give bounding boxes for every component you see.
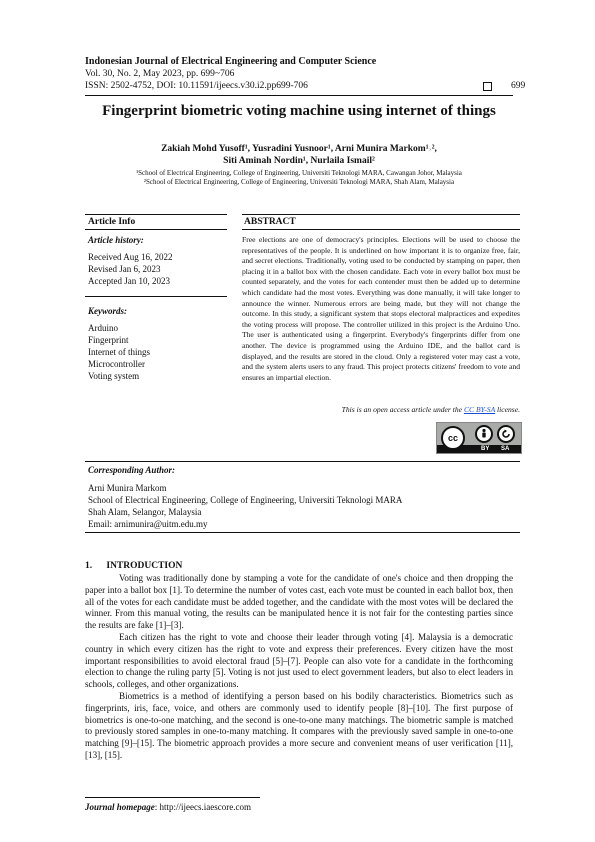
corresponding-label: Corresponding Author: xyxy=(88,465,175,475)
abstract-top-rule xyxy=(242,214,520,215)
article-info-top-rule xyxy=(85,214,227,215)
header-rule xyxy=(85,95,513,96)
person-icon xyxy=(475,425,493,443)
corresponding-address: Shah Alam, Selangor, Malaysia xyxy=(88,507,202,517)
abstract-text: Free elections are one of democracy's principles. Elections will be used to choose the representatives of the people. It is underlined on how important it is to organize free, fair, and secret elections. Traditionally, voting used to be conducted by stamping on paper, then placing it in a ballot box with the chosen candidate. Each vote in every ballot box must be counted separately, and the votes for each contender must then be added up to determine which candidate had the most votes. Everything was done manually, it will take longer to announce the winner. Numerous errors are being made, but they will not change the outcome. In this study, a significant system that stops electoral malpractices and expedites the voting process will propose. The controller utilized in this project is the Arduino Uno. The user is authenticated using a fingerprint. Everybody's fingerprints differ from one another. The device is programmed using the Arduino IDE, and the ballot card is displayed, and the results are stored in the cloud. Only a registered voter may cast a vote, and the system alerts users to any fraud. This project protects citizens' freedom to vote and ensures an impartial election. xyxy=(242,235,520,382)
keyword-item: Voting system xyxy=(88,371,140,381)
introduction-body xyxy=(85,573,513,762)
oa-prefix: This is an open access article under the xyxy=(341,405,464,414)
volume-line: Vol. 30, No. 2, May 2023, pp. 699~706 xyxy=(85,69,235,79)
article-info-heading: Article Info xyxy=(88,217,136,227)
page-number: 699 xyxy=(511,81,526,91)
corresponding-name: Arni Munira Markom xyxy=(88,483,167,493)
keywords-rule xyxy=(85,296,227,297)
accepted-date: Accepted Jan 10, 2023 xyxy=(88,276,170,286)
oa-suffix: license. xyxy=(495,405,520,414)
share-alike-icon xyxy=(497,425,515,443)
paragraph: Biometrics is a method of identifying a person based on his bodily characteristics. Biometrics such as fingerprints, iris, face, voice, and others are commonly used to identify people [8]–[10]. The first purpose of biometrics is one-to-one matching, and the second is one-to-one many matchings. The biometric sample is matched to previously stored samples in one-to-many matching. It compares with the previously saved sample in one-to-one matching [9]–[15]. The biometric approach provides a more secure and convenient means of user verification [11], [13], [15]. xyxy=(85,690,513,760)
keywords-label: Keywords: xyxy=(88,306,127,316)
keyword-item: Fingerprint xyxy=(88,335,129,345)
abstract-sub-rule xyxy=(242,229,520,230)
cc-by-sa-link[interactable]: CC BY-SA xyxy=(463,405,496,414)
by-label: BY xyxy=(481,446,490,452)
sa-label: SA xyxy=(501,446,510,452)
authors-line-1: Zakiah Mohd Yusoff¹, Yusradini Yusnoor¹, Arni Munira Markom¹˒², xyxy=(161,144,437,154)
issn-line: ISSN: 2502-4752, DOI: 10.11591/ijeecs.v30.i2.pp699-706 xyxy=(85,81,308,91)
corresponding-top-rule xyxy=(85,461,520,462)
corresponding-affiliation: School of Electrical Engineering, College of Engineering, Universiti Teknologi MARA xyxy=(88,495,403,505)
paragraph: Each citizen has the right to vote and choose their leader through voting [4]. Malaysia is a democratic country in which every citizen has the right to vote and express their preferences. Every citizen have the most important responsibilities to avoid electoral fraud [5]–[7]. People can also vote for a candidate in the forthcoming election to change the ruling party [5]. Voting is not just used to elect government leaders, but also to elect leaders in schools, colleges, and other organizations. xyxy=(85,631,513,690)
keyword-item: Internet of things xyxy=(88,347,150,357)
article-history-label: Article history: xyxy=(88,235,144,245)
received-date: Received Aug 16, 2022 xyxy=(88,252,173,262)
cc-icon: cc xyxy=(441,426,465,450)
corresponding-bottom-rule xyxy=(85,532,520,533)
journal-name: Indonesian Journal of Electrical Engineering and Computer Science xyxy=(85,56,377,67)
article-info-sub-rule xyxy=(85,229,227,230)
abstract-heading: ABSTRACT xyxy=(244,217,296,227)
share-alike-glyph xyxy=(499,427,513,441)
person-glyph xyxy=(477,427,491,441)
keyword-item: Microcontroller xyxy=(88,359,145,369)
revised-date: Revised Jan 6, 2023 xyxy=(88,264,161,274)
section-heading-introduction: 1. INTRODUCTION xyxy=(85,561,183,571)
paragraph: Voting was traditionally done by stamping a vote for the candidate of one's choice and then dropping the paper into a ballot box [1]. To determine the number of votes cast, each vote must be counted in each ballot box, then all of the votes for each candidate must be added together, and the candidate with the most votes will be declared the winner. From this manual voting, the results can be manipulated hence it is not fair for the contesting parties since the results are fake [1]–[3]. xyxy=(85,573,513,631)
affiliation-1: ¹School of Electrical Engineering, College of Engineering, Universiti Teknologi MARA, Cawangan Johor, Malaysia xyxy=(136,169,462,177)
cc-by-sa-badge[interactable] xyxy=(436,422,522,454)
homepage-label: Journal homepage xyxy=(85,802,155,812)
authors-line-2: Siti Aminah Nordin¹, Nurlaila Ismail² xyxy=(223,156,375,166)
keyword-item: Arduino xyxy=(88,323,118,333)
affiliation-2: ²School of Electrical Engineering, College of Engineering, Universiti Teknologi MARA, Shah Alam, Malaysia xyxy=(143,178,455,186)
journal-homepage xyxy=(85,802,251,812)
paper-title: Fingerprint biometric voting machine using internet of things xyxy=(102,103,496,119)
corresponding-email: Email: arnimunira@uitm.edu.my xyxy=(88,519,208,529)
square-icon xyxy=(483,82,492,91)
footer-rule xyxy=(85,797,260,798)
homepage-url[interactable]: : http://ijeecs.iaescore.com xyxy=(154,802,251,812)
open-access-line xyxy=(242,405,520,414)
